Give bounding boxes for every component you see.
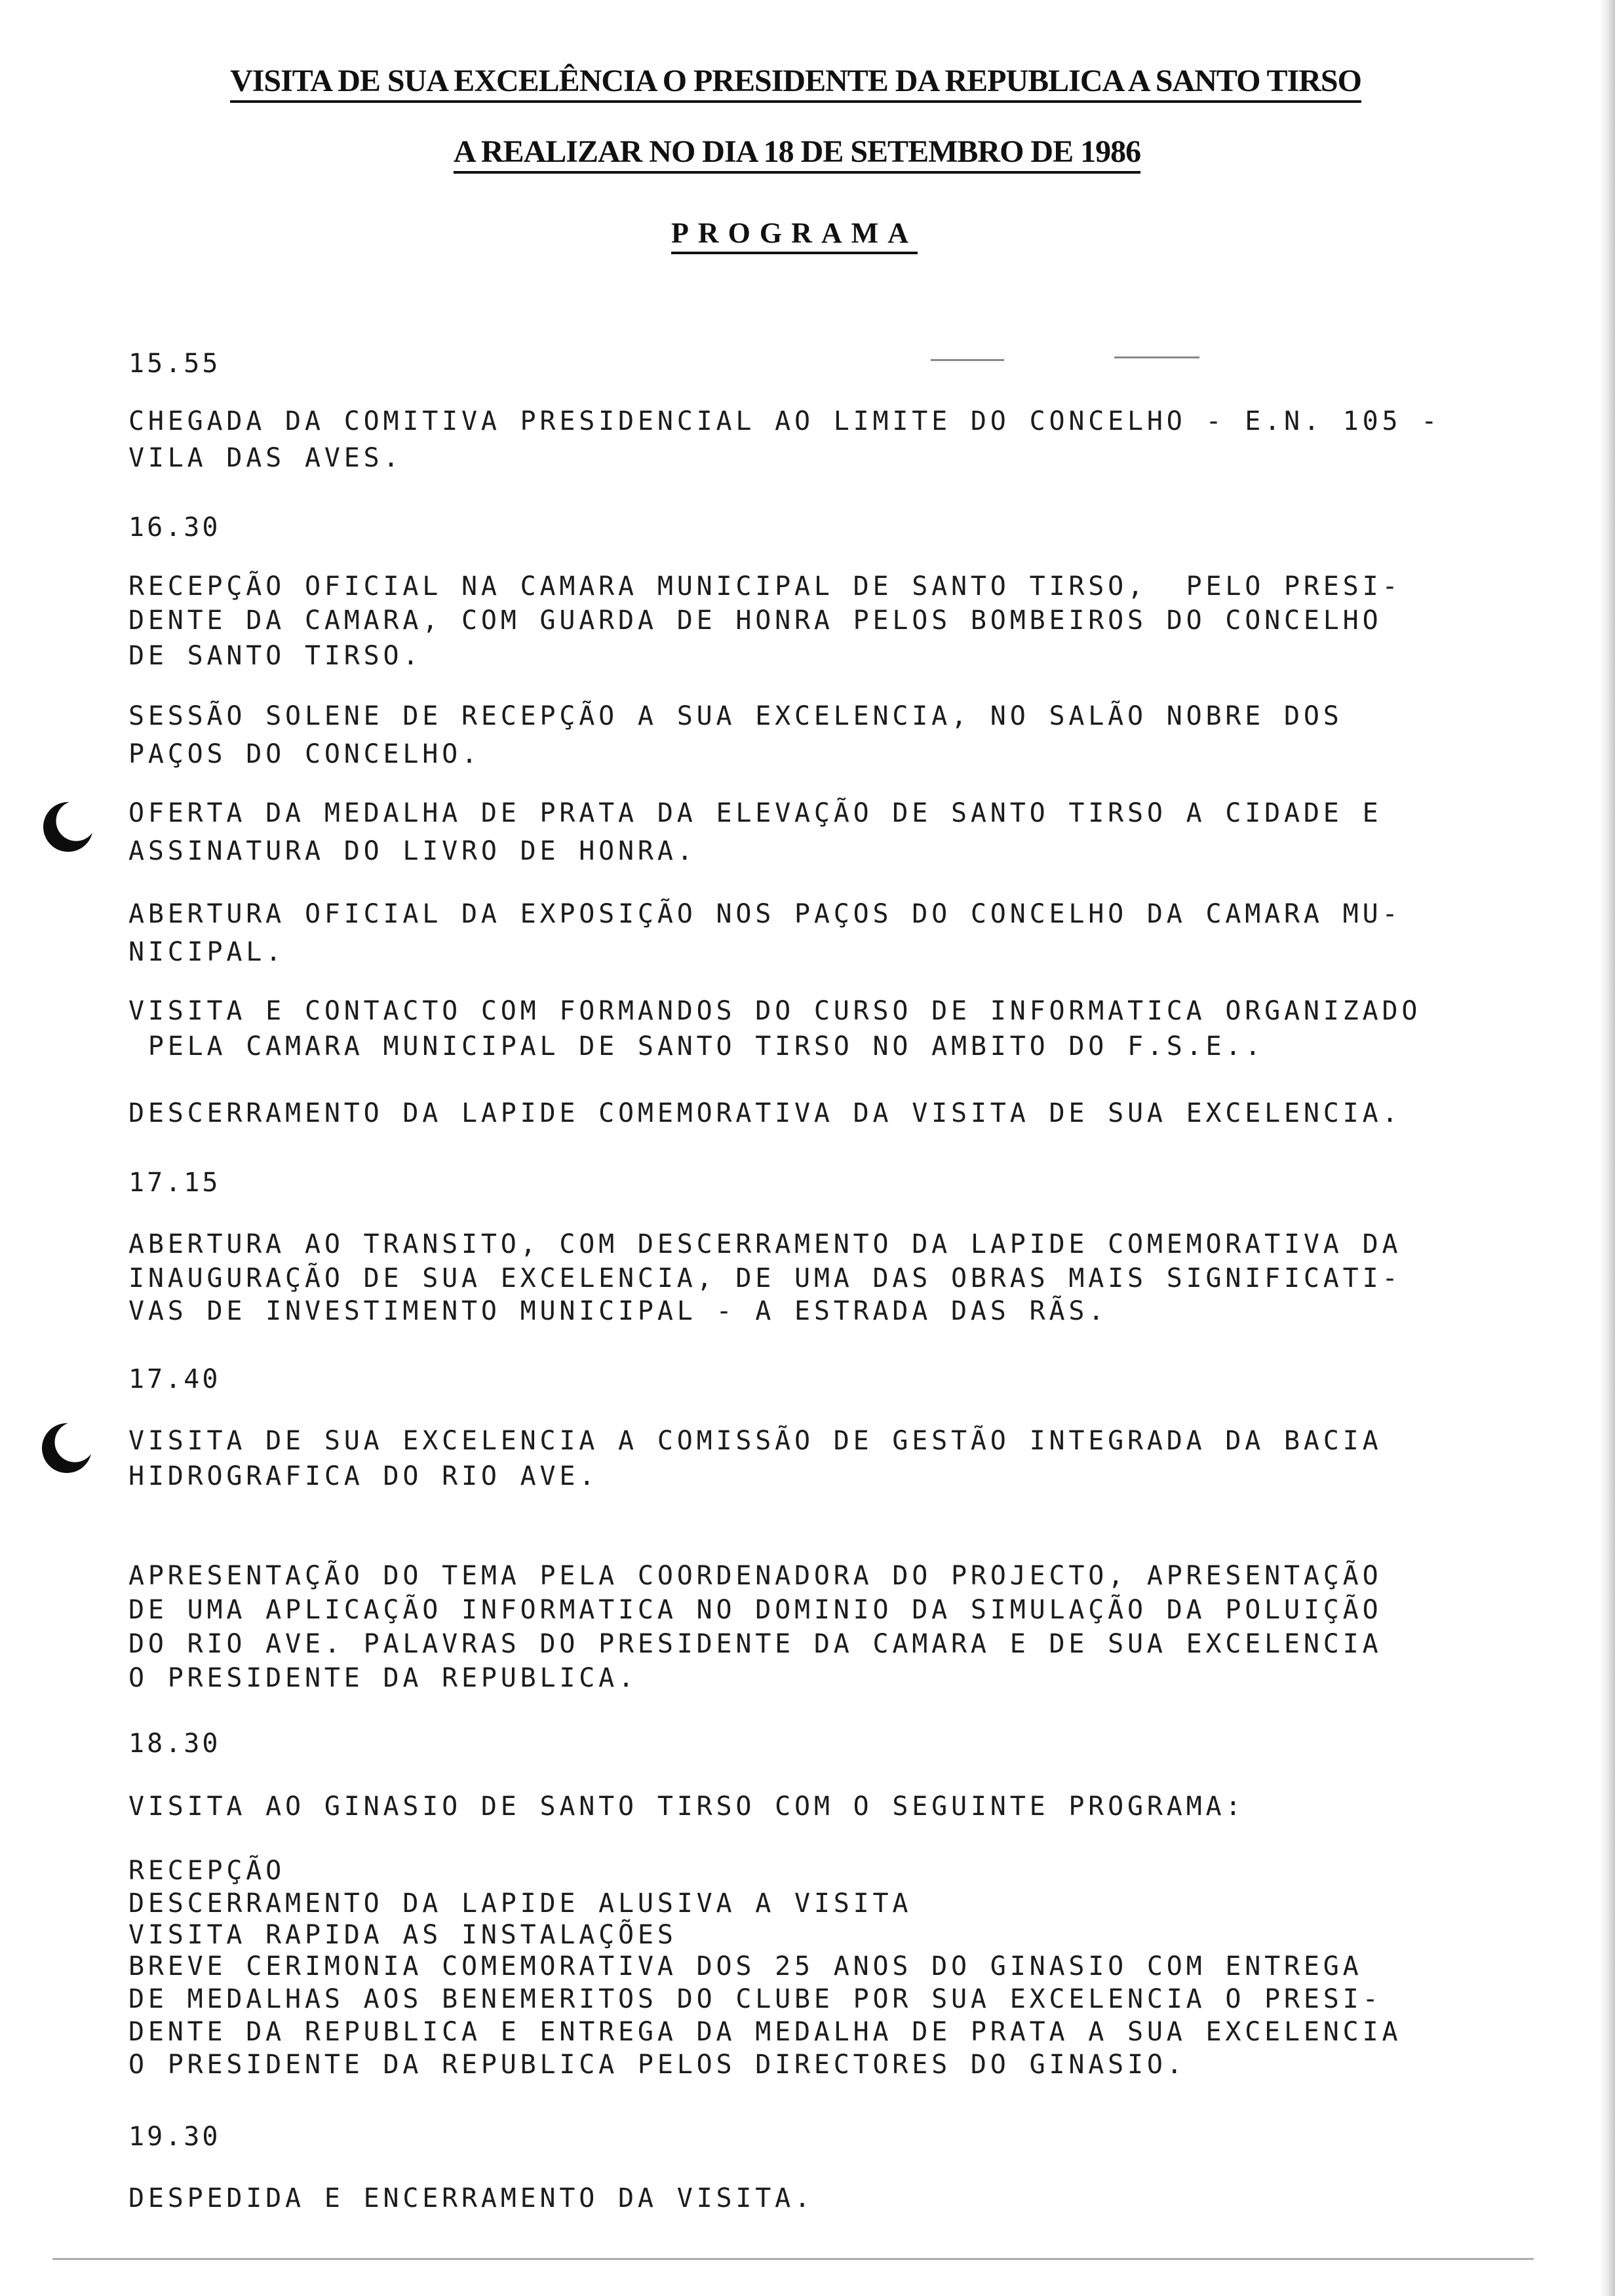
program-line: VISITA E CONTACTO COM FORMANDOS DO CURSO DE INFORMATICA ORGANIZADO (128, 996, 1422, 1026)
program-line: DESCERRAMENTO DA LAPIDE COMEMORATIVA DA VISITA DE SUA EXCELENCIA. (128, 1098, 1402, 1128)
program-line: VISITA RAPIDA AS INSTALAÇÕES (128, 1920, 677, 1950)
program-line: DENTE DA CAMARA, COM GUARDA DE HONRA PELOS BOMBEIROS DO CONCELHO (128, 605, 1382, 636)
program-line: ABERTURA OFICIAL DA EXPOSIÇÃO NOS PAÇOS DO CONCELHO DA CAMARA MU- (128, 899, 1402, 929)
program-line: ABERTURA AO TRANSITO, COM DESCERRAMENTO DA LAPIDE COMEMORATIVA DA (128, 1229, 1402, 1259)
document-title: VISITA DE SUA EXCELÊNCIA O PRESIDENTE DA REPUBLICA A SANTO TIRSO (230, 64, 1361, 98)
time-entry: 17.15 (128, 1168, 221, 1198)
program-line: ASSINATURA DO LIVRO DE HONRA. (128, 836, 697, 866)
program-line: DE MEDALHAS AOS BENEMERITOS DO CLUBE POR SUA EXCELENCIA O PRESI- (128, 1984, 1382, 2014)
program-line: HIDROGRAFICA DO RIO AVE. (128, 1461, 599, 1491)
scan-mark (931, 359, 1004, 361)
program-line: O PRESIDENTE DA REPUBLICA. (128, 1663, 638, 1693)
document-date-line: A REALIZAR NO DIA 18 DE SETEMBRO DE 1986 (453, 134, 1141, 169)
scan-edge-shadow (1599, 0, 1615, 2296)
program-line: O PRESIDENTE DA REPUBLICA PELOS DIRECTORES DO GINASIO. (128, 2050, 1186, 2080)
program-line: DENTE DA REPUBLICA E ENTREGA DA MEDALHA DE PRATA A SUA EXCELENCIA (128, 2017, 1402, 2047)
program-line: DESPEDIDA E ENCERRAMENTO DA VISITA. (128, 2183, 814, 2213)
punch-hole (43, 802, 93, 852)
program-line: DESCERRAMENTO DA LAPIDE ALUSIVA A VISITA (128, 1888, 912, 1919)
program-line: BREVE CERIMONIA COMEMORATIVA DOS 25 ANOS DO GINASIO COM ENTREGA (128, 1951, 1363, 1981)
program-line: DE SANTO TIRSO. (128, 641, 423, 671)
punch-hole (42, 1423, 92, 1473)
program-line: VISITA DE SUA EXCELENCIA A COMISSÃO DE GESTÃO INTEGRADA DA BACIA (128, 1426, 1382, 1456)
program-heading: PROGRAMA (671, 217, 918, 249)
scan-mark (1114, 356, 1199, 358)
time-entry: 16.30 (128, 512, 221, 543)
program-line: RECEPÇÃO (128, 1856, 286, 1886)
time-entry: 15.55 (128, 349, 221, 379)
program-line: VILA DAS AVES. (128, 443, 403, 473)
bottom-edge-line (52, 2258, 1534, 2260)
program-line: VAS DE INVESTIMENTO MUNICIPAL - A ESTRADA DAS RÃS. (128, 1296, 1108, 1326)
program-line: VISITA AO GINASIO DE SANTO TIRSO COM O SEGUINTE PROGRAMA: (128, 1791, 1245, 1822)
program-line: DO RIO AVE. PALAVRAS DO PRESIDENTE DA CAMARA E DE SUA EXCELENCIA (128, 1629, 1382, 1659)
program-line: CHEGADA DA COMITIVA PRESIDENCIAL AO LIMITE DO CONCELHO - E.N. 105 - (128, 406, 1441, 436)
program-line: PAÇOS DO CONCELHO. (128, 739, 481, 769)
program-line: INAUGURAÇÃO DE SUA EXCELENCIA, DE UMA DAS OBRAS MAIS SIGNIFICATI- (128, 1263, 1402, 1293)
time-entry: 19.30 (128, 2122, 221, 2152)
time-entry: 18.30 (128, 1729, 221, 1759)
program-line: PELA CAMARA MUNICIPAL DE SANTO TIRSO NO AMBITO DO F.S.E.. (128, 1031, 1265, 1062)
program-line: NICIPAL. (128, 937, 286, 967)
program-line: SESSÃO SOLENE DE RECEPÇÃO A SUA EXCELENCIA, NO SALÃO NOBRE DOS (128, 701, 1343, 731)
time-entry: 17.40 (128, 1364, 221, 1394)
program-line: APRESENTAÇÃO DO TEMA PELA COORDENADORA DO PROJECTO, APRESENTAÇÃO (128, 1561, 1382, 1591)
program-line: DE UMA APLICAÇÃO INFORMATICA NO DOMINIO DA SIMULAÇÃO DA POLUIÇÃO (128, 1595, 1382, 1625)
program-line: OFERTA DA MEDALHA DE PRATA DA ELEVAÇÃO DE SANTO TIRSO A CIDADE E (128, 798, 1382, 828)
program-line: RECEPÇÃO OFICIAL NA CAMARA MUNICIPAL DE SANTO TIRSO, PELO PRESI- (128, 571, 1402, 602)
